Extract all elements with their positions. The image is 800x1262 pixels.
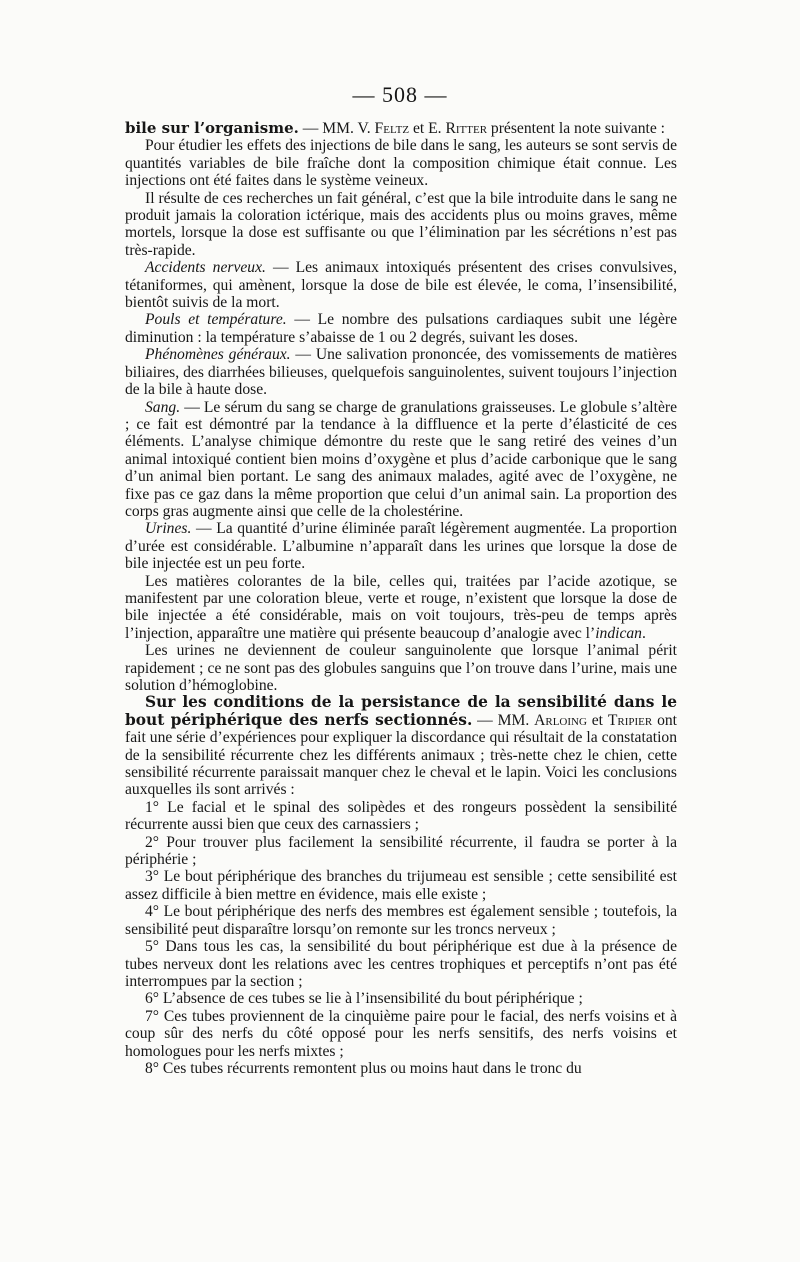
page-number: — 508 —	[352, 82, 448, 107]
paragraph-label: Phénomènes généraux.	[145, 346, 291, 364]
paragraph-label: Pouls et température.	[145, 311, 287, 329]
conclusion-item: 3° Le bout périphérique des branches du trijumeau est sensible ; cette sensibilité est assez difficile à bien mettre en évidence, mais elle existe ;	[125, 868, 677, 903]
conclusion-item: 4° Le bout périphérique des nerfs des membres est également sensible ; toutefois, la sensibilité peut disparaître lorsqu’on remonte sur les troncs nerveux ;	[125, 903, 677, 938]
author-name: Ritter	[445, 120, 488, 137]
paragraph: Les matières colorantes de la bile, celles qui, traitées par l’acide azotique, se manifestent par une coloration bleue, verte et rouge, n’existent que lorsque la dose de bile injectée a été considérable, mais on voit toujours, très-peu de temps après l’injection, apparaître une matière qui présente beaucoup d’analogie avec l’indican.	[125, 572, 677, 642]
conclusion-item: 2° Pour trouver plus facilement la sensibilité récurrente, il faudra se porter à la périphérie ;	[125, 833, 677, 869]
conclusion-item: 8° Ces tubes récurrents remontent plus ou moins haut dans le tronc du	[145, 1059, 582, 1077]
conclusion-item: 1° Le facial et le spinal des solipèdes et des rongeurs possèdent la sensibilité récurrente aussi bien que ceux des carnassiers ;	[125, 798, 677, 834]
paragraph: Pour étudier les effets des injections de bile dans le sang, les auteurs se sont servis de quantités variables de bile fraîche dont la composition chimique était connue. Les injections ont été faites dans le système veineux.	[125, 137, 677, 190]
section-intro: bile sur l’organisme. — MM. V. Feltz et E. Ritter présentent la note suivante :	[125, 119, 666, 137]
section-title: bile sur l’organisme.	[125, 119, 299, 137]
author-name: Arloing	[534, 711, 587, 729]
section-title: Sur les conditions de la persistance de la sensibilité dans le bout périphérique des nerfs sectionnés.	[125, 693, 677, 729]
conclusion-item: 5° Dans tous les cas, la sensibilité du bout périphérique est due à la présence de tubes nerveux dont les relations avec les centres trophiques et perceptifs n’ont pas été interrompues par la section ;	[125, 938, 677, 990]
paragraph: Il résulte de ces recherches un fait général, c’est que la bile introduite dans le sang ne produit jamais la coloration ictérique, mais des accidents plus ou moins graves, même mortels, lorsque la dose est suffisante ou que l’élimination par les sécrétions n’est pas très-rapide.	[125, 189, 677, 259]
paragraph: Les urines ne deviennent de couleur sanguinolente que lorsque l’animal périt rapidement ; ce ne sont pas des globules sanguins que l’on trouve dans l’urine, mais une solution d’hémoglobine.	[125, 642, 677, 694]
labeled-paragraph: Urines. — La quantité d’urine éliminée paraît légèrement augmentée. La proportion d’urée est considérable. L’albumine n’apparaît dans les urines que lorsque la dose de bile injectée est un peu forte.	[125, 520, 677, 573]
section-intro: Sur les conditions de la persistance de la sensibilité dans le bout périphérique des nerfs sectionnés. — MM. Arloing et Tripier ont fait une série d’expériences pour expliquer la discordance qui résultait de la constatation de la sensibilité récurrente chez les différents animaux ; très-nette chez le chien, cette sensibilité récurrente paraissait manquer chez le cheval et le lapin. Voici les conclusions auxquelles ils sont arrivés :	[125, 693, 678, 799]
labeled-paragraph: Sang. — Le sérum du sang se charge de granulations graisseuses. Le globule s’altère ; ce fait est démontré par la tendance à la diffluence et la perte d’élasticité de ces éléments. L’analyse chimique démontre du reste que le sang retiré des veines d’un animal intoxiqué contient bien moins d’oxygène et plus d’acide carbonique que le sang d’un animal bien portant. Le sang des animaux malades, agité avec de l’oxygène, ne fixe pas ce gaz dans la même proportion que celui d’un animal sain. La proportion des corps gras augmente ainsi que celle de la cholestérine.	[125, 398, 677, 520]
paragraph-label: Urines.	[145, 520, 192, 538]
labeled-paragraph: Accidents nerveux. — Les animaux intoxiqués présentent des crises convulsives, tétaniformes, qui amènent, lorsque la dose de bile est élevée, le coma, l’insensibilité, bientôt suivis de la mort.	[125, 259, 677, 312]
labeled-paragraph: Pouls et température. — Le nombre des pulsations cardiaques subit une légère diminution : la température s’abaisse de 1 ou 2 degrés, suivant les doses.	[125, 311, 677, 346]
paragraph-label: Sang.	[145, 398, 181, 416]
author-name: Feltz	[374, 120, 410, 137]
conclusion-item: 6° L’absence de ces tubes se lie à l’insensibilité du bout périphérique ;	[145, 990, 583, 1008]
conclusion-item: 7° Ces tubes proviennent de la cinquième paire pour le facial, des nerfs voisins et à coup sûr des nerfs du côté opposé pour les nerfs sensitifs, des nerfs voisins et homologues pour les nerfs mixtes ;	[125, 1007, 677, 1060]
author-name: Tripier	[607, 711, 653, 729]
labeled-paragraph: Phénomènes généraux. — Une salivation prononcée, des vomissements de matières biliaires, des diarrhées bilieuses, quelquefois sanguinolentes, suivent toujours l’injection de la bile à haute dose.	[125, 346, 677, 399]
page-body	[125, 120, 677, 1077]
paragraph-label: Accidents nerveux.	[145, 259, 266, 277]
